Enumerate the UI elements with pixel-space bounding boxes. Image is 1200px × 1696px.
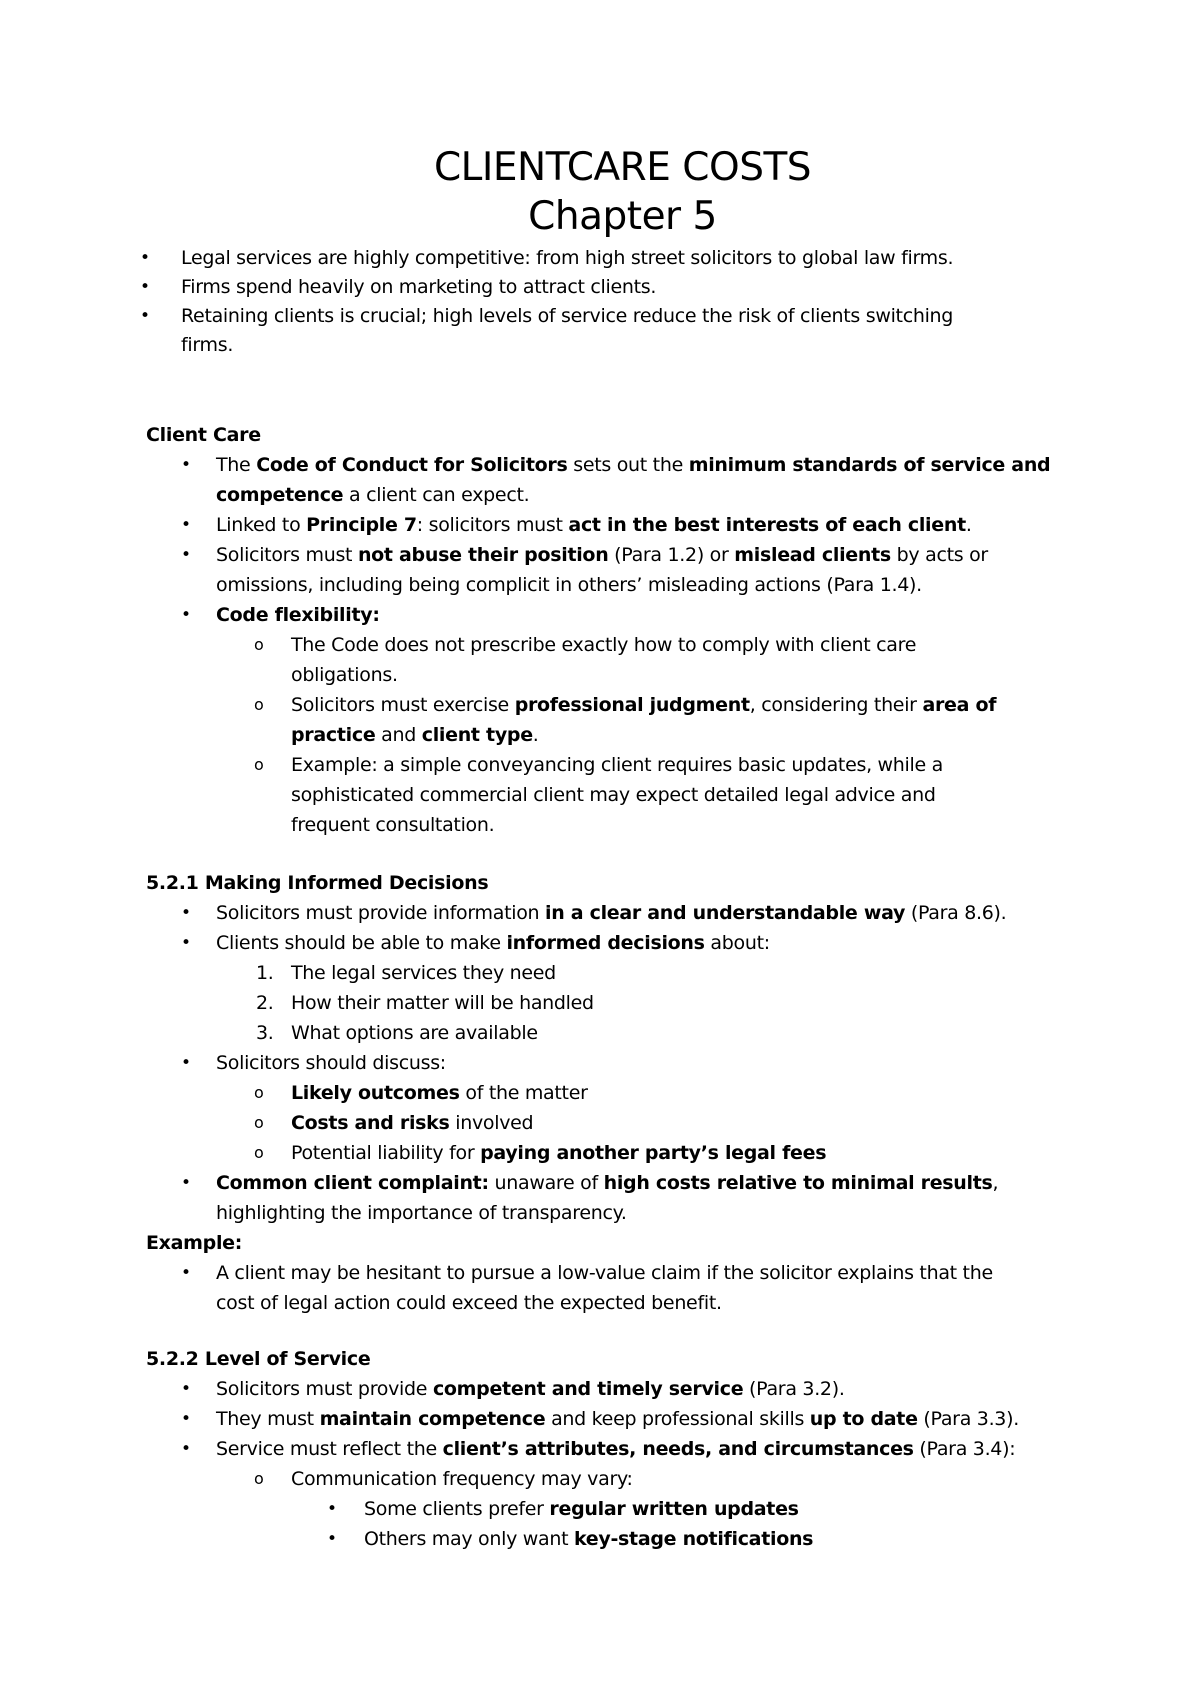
text-line: [216, 1198, 627, 1228]
sub-sub-list-item: [146, 1494, 1019, 1524]
list-item: [146, 1434, 1019, 1464]
sub-list-item: [146, 1138, 1006, 1168]
text: What options are available: [291, 1022, 538, 1044]
bold-text: up to date: [809, 1408, 918, 1430]
text: and: [375, 724, 422, 746]
list-item-continuation: [146, 1288, 1006, 1318]
bold-text: Example:: [146, 1232, 243, 1254]
text: , considering their: [749, 694, 923, 716]
list-item-continuation: [146, 480, 1050, 510]
bullet-icon: •: [181, 1053, 191, 1073]
numbered-item: 3. What options are available: [146, 1018, 1006, 1048]
text: The legal services they need: [291, 962, 556, 984]
section-heading: 5.2.2 Level of Service: [146, 1348, 371, 1370]
circle-bullet-icon: o: [254, 1469, 264, 1488]
bold-text: Costs and risks: [291, 1112, 450, 1134]
list-item: [146, 1258, 1006, 1288]
text: omissions, including being complicit in others’ misleading actions (Para 1.4).: [216, 574, 922, 596]
text: Potential liability for: [291, 1142, 481, 1164]
text: Communication frequency may vary:: [291, 1468, 633, 1490]
text: Others may only want: [364, 1528, 574, 1550]
text: sophisticated commercial client may expect detailed legal advice and: [291, 784, 936, 806]
text-line: [216, 510, 972, 540]
bold-text: paying another party’s legal fees: [480, 1142, 827, 1164]
text: They must: [216, 1408, 320, 1430]
example-label: [146, 1228, 1006, 1258]
bold-text: client’s attributes, needs, and circumstances: [442, 1438, 914, 1460]
bold-text: area of: [922, 694, 997, 716]
circle-bullet-icon: o: [254, 1083, 264, 1102]
text: by acts or: [890, 544, 988, 566]
list-item: [146, 1404, 1019, 1434]
text: Example: a simple conveyancing client requires basic updates, while a: [291, 754, 943, 776]
text: Some clients prefer: [364, 1498, 550, 1520]
bold-text: Principle 7: [306, 514, 417, 536]
bullet-icon: •: [181, 1173, 191, 1193]
text: of the matter: [459, 1082, 588, 1104]
bold-text: practice: [291, 724, 376, 746]
list-item-continuation: [140, 331, 953, 360]
text: (Para 3.4):: [913, 1438, 1016, 1460]
bold-text: key-stage notifications: [573, 1528, 814, 1550]
bullet-icon: •: [181, 1379, 191, 1399]
text: How their matter will be handled: [291, 992, 594, 1014]
text: about:: [704, 932, 770, 954]
bold-text: in a clear and understandable way: [545, 902, 906, 924]
text: (Para 3.2).: [743, 1378, 845, 1400]
sub-list-item: [146, 630, 1050, 660]
text: (Para 1.2) or: [608, 544, 735, 566]
bullet-icon: •: [327, 1499, 337, 1519]
text: Solicitors must: [216, 544, 358, 566]
text: (Para 3.3).: [917, 1408, 1019, 1430]
text: Linked to: [216, 514, 307, 536]
sub-list-item-continuation: [146, 810, 1050, 840]
list-item: [146, 540, 1050, 570]
bold-text: Likely outcomes: [291, 1082, 460, 1104]
text: obligations.: [291, 664, 398, 686]
bold-text: informed decisions: [506, 932, 705, 954]
text: cost of legal action could exceed the expected benefit.: [216, 1292, 722, 1314]
text: Solicitors should discuss:: [216, 1052, 446, 1074]
bullet-icon: •: [327, 1529, 337, 1549]
text: highlighting the importance of transparency.: [216, 1202, 627, 1224]
bullet-icon: •: [181, 903, 191, 923]
text-line: [364, 1524, 813, 1554]
bold-text: regular written updates: [549, 1498, 799, 1520]
text: involved: [449, 1112, 534, 1134]
text: ,: [992, 1172, 999, 1194]
text-line: [181, 244, 953, 273]
text-line: [216, 928, 770, 958]
list-item-continuation: [146, 1198, 1006, 1228]
sub-list-item: [146, 750, 1050, 780]
bullet-icon: •: [181, 455, 191, 475]
sub-list-item: [146, 1078, 1006, 1108]
sub-list-item-continuation: [146, 720, 1050, 750]
text-line: [291, 750, 943, 780]
chapter-title: Chapter 5: [528, 194, 717, 239]
bullet-icon: •: [181, 1439, 191, 1459]
text: The Code does not prescribe exactly how to comply with client care: [291, 634, 917, 656]
text-line: [216, 898, 1006, 928]
text: Clients should be able to make: [216, 932, 507, 954]
numbered-item: 2. How their matter will be handled: [146, 988, 1006, 1018]
list-item: [146, 1048, 1006, 1078]
text-line: [291, 720, 539, 750]
text: firms.: [181, 334, 234, 356]
text: Retaining clients is crucial; high levels of service reduce the risk of clients switching: [181, 305, 954, 327]
bullet-icon: •: [181, 1263, 191, 1283]
text: Service must reflect the: [216, 1438, 443, 1460]
text-line: [291, 958, 556, 988]
text-line: [181, 331, 233, 360]
text: sets out the: [567, 454, 689, 476]
list-item: [146, 1168, 1006, 1198]
text: frequent consultation.: [291, 814, 495, 836]
list-item: [140, 273, 953, 302]
text-line: [216, 540, 988, 570]
text: Firms spend heavily on marketing to attract clients.: [181, 276, 657, 298]
bullet-icon: •: [181, 605, 191, 625]
text: Legal services are highly competitive: from high street solicitors to global law firms.: [181, 247, 954, 269]
text-line: [216, 1168, 998, 1198]
circle-bullet-icon: o: [254, 695, 264, 714]
text-line: [181, 302, 953, 331]
circle-bullet-icon: o: [254, 755, 264, 774]
sub-sub-list-item: [146, 1524, 1019, 1554]
text-line: [216, 600, 380, 630]
list-item: [146, 898, 1006, 928]
list-item: [146, 450, 1050, 480]
circle-bullet-icon: o: [254, 1143, 264, 1162]
bold-text: act in the best interests of each client: [568, 514, 966, 536]
text: .: [532, 724, 539, 746]
bold-text: minimum standards of service and: [688, 454, 1051, 476]
text: Solicitors must provide information: [216, 902, 546, 924]
text-line: [291, 690, 996, 720]
list-item: [146, 600, 1050, 630]
bold-text: client type: [421, 724, 533, 746]
text-line: [216, 1048, 446, 1078]
text: and keep professional skills: [545, 1408, 810, 1430]
section-5-2-1: [146, 868, 1006, 1318]
text-line: [216, 1434, 1015, 1464]
text: (Para 8.6).: [905, 902, 1007, 924]
client-care-section: [146, 420, 1050, 840]
list-item: [146, 510, 1050, 540]
text-line: [216, 570, 922, 600]
text-line: [291, 1078, 588, 1108]
text-line: [216, 480, 529, 510]
sub-list-item-continuation: [146, 660, 1050, 690]
text-line: [146, 1228, 242, 1258]
section-heading: Client Care: [146, 424, 261, 446]
list-item: [146, 1374, 1019, 1404]
text: a client can expect.: [343, 484, 530, 506]
text: Solicitors must exercise: [291, 694, 515, 716]
list-item: [146, 928, 1006, 958]
bold-text: Common client complaint:: [216, 1172, 489, 1194]
bold-text: high costs relative to minimal results: [603, 1172, 993, 1194]
sub-list-item-continuation: [146, 780, 1050, 810]
text: A client may be hesitant to pursue a low-value claim if the solicitor explains that the: [216, 1262, 993, 1284]
document-title: CLIENTCARE COSTS: [433, 145, 812, 190]
circle-bullet-icon: o: [254, 635, 264, 654]
text-line: [216, 450, 1050, 480]
list-item: [140, 244, 953, 273]
text-line: [291, 1464, 633, 1494]
sub-list-item: [146, 690, 1050, 720]
text: The: [216, 454, 257, 476]
bold-text: competent and timely service: [432, 1378, 744, 1400]
text: unaware of: [488, 1172, 604, 1194]
bold-text: mislead clients: [734, 544, 891, 566]
bullet-icon: •: [140, 248, 150, 268]
text-line: [291, 660, 398, 690]
text-line: [216, 1404, 1019, 1434]
circle-bullet-icon: o: [254, 1113, 264, 1132]
bold-text: maintain competence: [319, 1408, 546, 1430]
list-item-continuation: [146, 570, 1050, 600]
intro-list: [140, 244, 953, 360]
text-line: [291, 630, 916, 660]
text-line: [216, 1374, 845, 1404]
text-line: [291, 1108, 533, 1138]
bold-text: Code flexibility:: [216, 604, 380, 626]
text-line: [181, 273, 656, 302]
text-line: [291, 780, 936, 810]
sub-list-item: [146, 1108, 1006, 1138]
sub-list-item: [146, 1464, 1019, 1494]
numbered-item: 1. The legal services they need: [146, 958, 1006, 988]
bullet-icon: •: [140, 306, 150, 326]
text: Solicitors must provide: [216, 1378, 433, 1400]
bullet-icon: •: [140, 277, 150, 297]
text-line: [364, 1494, 799, 1524]
bold-text: Code of Conduct for Solicitors: [256, 454, 568, 476]
bold-text: not abuse their position: [357, 544, 609, 566]
section-5-2-2: [146, 1344, 1019, 1554]
bullet-icon: •: [181, 933, 191, 953]
bold-text: competence: [216, 484, 344, 506]
text-line: [291, 810, 494, 840]
list-item: [140, 302, 953, 331]
text-line: [216, 1258, 993, 1288]
text: .: [965, 514, 972, 536]
bullet-icon: •: [181, 1409, 191, 1429]
text-line: [291, 988, 594, 1018]
section-heading: 5.2.1 Making Informed Decisions: [146, 872, 489, 894]
text-line: [291, 1018, 538, 1048]
bullet-icon: •: [181, 545, 191, 565]
bold-text: professional judgment: [514, 694, 750, 716]
text-line: [216, 1288, 722, 1318]
text: : solicitors must: [416, 514, 569, 536]
text-line: [291, 1138, 826, 1168]
bullet-icon: •: [181, 515, 191, 535]
